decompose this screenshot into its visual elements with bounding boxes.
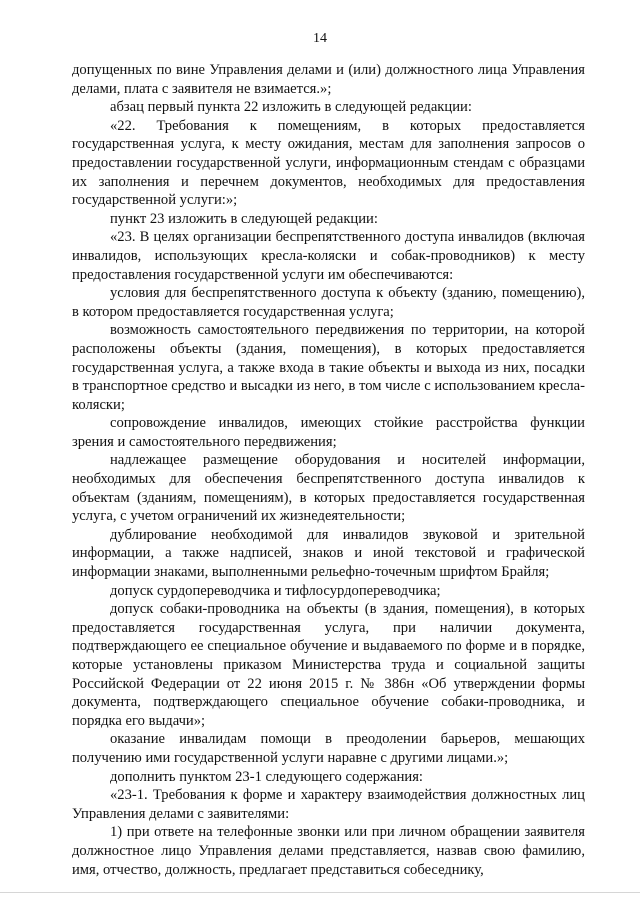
paragraph-continuation: допущенных по вине Управления делами и (или) должностного лица Управления делами, плата с заявителя не взимается.»; [72, 62, 585, 97]
paragraph-sign-interpreter: допуск сурдопереводчика и тифлосурдопереводчика; [110, 582, 441, 599]
page-number: 14 [313, 31, 327, 46]
paragraph-equipment-placement: надлежащее размещение оборудования и носителей информации, необходимых для обеспечения беспрепятственного доступа инвалидов к объектам (зданиям, помещениям), в которых предоставляется государственная услуга, с учетом ограничений их жизнедеятельности; [72, 452, 585, 525]
paragraph-amend-22-intro: абзац первый пункта 22 изложить в следующей редакции: [110, 99, 472, 116]
paragraph-item-23: «23. В целях организации беспрепятственного доступа инвалидов (включая инвалидов, использующих кресла-коляски и собак-проводников) к месту предоставления государственной услуги им обеспечиваются: [72, 229, 585, 283]
paragraph-escort: сопровождение инвалидов, имеющих стойкие расстройства функции зрения и самостоятельного передвижения; [72, 415, 585, 450]
paragraph-barrier-assistance: оказание инвалидам помощи в преодолении барьеров, мешающих получению ими государственной услуги наравне с другими лицами.»; [72, 731, 585, 766]
paragraph-access-conditions: условия для беспрепятственного доступа к объекту (зданию, помещению), в котором предоставляется государственная услуга; [72, 285, 585, 320]
paragraph-amend-23-intro: пункт 23 изложить в следующей редакции: [110, 210, 378, 227]
paragraph-independent-movement: возможность самостоятельного передвижения по территории, на которой расположены объекты (здания, помещения), в которых предоставляется государственная услуга, а также входа в такие объекты и выхода из них, посадки в транспортное средство и высадки из него, в том числе с использованием кресла-коляски; [72, 322, 585, 413]
document-body [72, 61, 585, 879]
paragraph-item-23-1: «23-1. Требования к форме и характеру взаимодействия должностных лиц Управления делами с заявителями: [72, 787, 585, 822]
paragraph-guide-dog: допуск собаки-проводника на объекты (в здания, помещения), в которых предоставляется государственная услуга, при наличии документа, подтверждающего ее специальное обучение и выдаваемого по форме и в порядке, которые установлены приказом Министерства труда и социальной защиты Российской Федерации от 22 июня 2015 г. № 386н «Об утверждении формы документа, подтверждающего специальное обучение собаки-проводника, и порядка его выдачи»; [72, 601, 585, 729]
paragraph-braille-duplication: дублирование необходимой для инвалидов звуковой и зрительной информации, а также надписей, знаков и иной текстовой и графической информации знаками, выполненными рельефно-точечным шрифтом Брайля; [72, 526, 585, 581]
paragraph-amend-23-1-intro: дополнить пунктом 23-1 следующего содержания: [110, 768, 423, 785]
paragraph-item-23-1-sub-1: 1) при ответе на телефонные звонки или при личном обращении заявителя должностное лицо Управления делами представляется, назвав свою фамилию, имя, отчество, должность, предлагает представиться собеседнику, [72, 824, 585, 878]
page-bottom-edge [0, 892, 640, 893]
paragraph-item-22: «22. Требования к помещениям, в которых предоставляется государственная услуга, к месту ожидания, местам для заполнения запросов о предоставлении государственной услуги, информационным стендам с образцами их заполнения и перечнем документов, необходимых для предоставления государственной услуги:»; [72, 117, 585, 209]
